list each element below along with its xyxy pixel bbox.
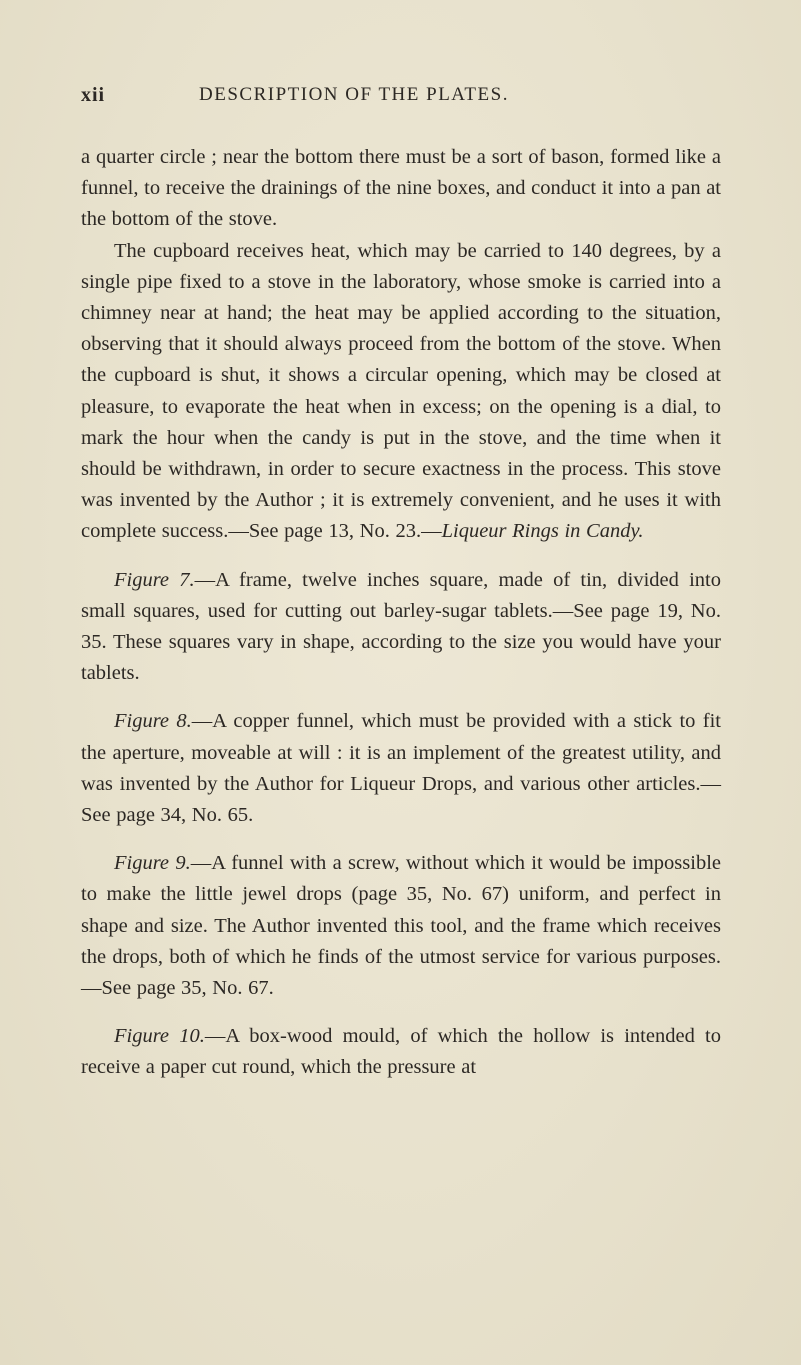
page-header — [81, 84, 721, 112]
emphasis-text: Liqueur Rings in Candy. — [441, 520, 644, 543]
paragraph-text: a quarter circle ; near the bottom there must be a sort of bason, formed like a funnel, to receive the drainings of the nine boxes, and conduct it into a pan at the bottom of the stove. — [81, 146, 721, 231]
paragraph-cupboard — [81, 236, 721, 548]
body-text — [81, 142, 721, 1084]
figure-label: Figure 9. — [114, 852, 191, 875]
paragraph-figure-8 — [81, 706, 721, 831]
paragraph-figure-9 — [81, 848, 721, 1004]
paragraph-text: —A frame, twelve inches square, made of tin, divided into small squares, used for cutting out barley-sugar tablets.—See page 19, No. 35. These squares vary in shape, according to the size you would have your tablets. — [81, 568, 721, 685]
paragraph-text: The cupboard receives heat, which may be carried to 140 degrees, by a single pipe fixed to a stove in the laboratory, whose smoke is carried into a chimney near at hand; the heat may be applied according to the situation, observing that it should always proceed from the bottom of the stove. When the cupboard is shut, it shows a circular opening, which may be closed at pleasure, to evaporate the heat when in excess; on the opening is a dial, to mark the hour when the candy is put in the stove, and the time when it should be withdrawn, in order to secure exactness in the process. This stove was invented by the Author ; it is extremely convenient, and he uses it with complete success.—See page 13, No. 23.— — [81, 239, 721, 543]
paragraph-text: —A funnel with a screw, without which it would be impossible to make the little jewel drops (page 35, No. 67) uniform, and perfect in shape and size. The Author invented this tool, and the frame which receives the drops, both of which he finds of the utmost service for various purposes.—See page 35, No. 67. — [81, 852, 721, 1000]
figure-label: Figure 8. — [114, 710, 192, 733]
figure-label: Figure 10. — [114, 1025, 205, 1048]
running-title: DESCRIPTION OF THE PLATES. — [199, 84, 509, 105]
paragraph-figure-7 — [81, 565, 721, 690]
paragraph-text: —A box-wood mould, of which the hollow is intended to receive a paper cut round, which the pressure at — [81, 1025, 721, 1079]
page-number: xii — [81, 84, 106, 106]
paragraph-continuation — [81, 142, 721, 236]
paragraph-text: —A copper funnel, which must be provided with a stick to fit the aperture, moveable at will : it is an implement of the greatest utility, and was invented by the Author for Liqueur Drops, and various other articles.—See page 34, No. 65. — [81, 710, 721, 827]
figure-label: Figure 7. — [114, 568, 195, 591]
paragraph-figure-10 — [81, 1021, 721, 1083]
